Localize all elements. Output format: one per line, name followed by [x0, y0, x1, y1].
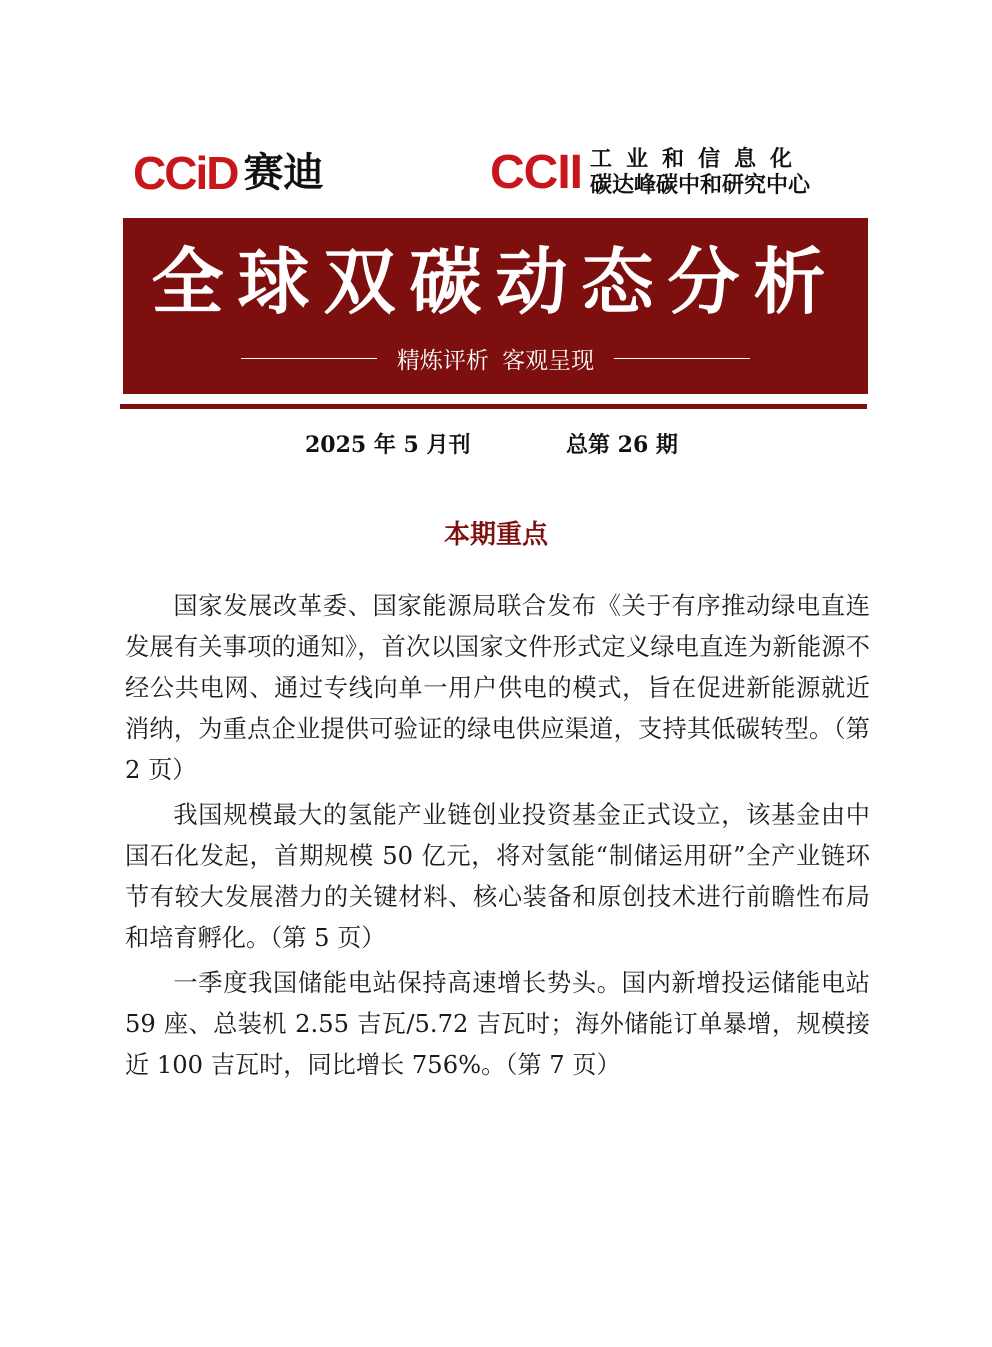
ccii-logo-line2: 碳达峰碳中和研究中心 [590, 173, 811, 198]
masthead-title: 全球双碳动态分析 [151, 239, 840, 324]
ccid-logo-chinese: 赛迪 [243, 150, 324, 196]
logo-row [0, 140, 992, 206]
issue-number: 总第 26 期 [566, 432, 678, 458]
section-heading: 本期重点 [443, 520, 548, 550]
ccid-logo-latin: CCiD [133, 147, 238, 199]
masthead-tagline [123, 342, 868, 375]
ccid-logo [133, 140, 323, 206]
masthead-banner [123, 218, 868, 394]
ccii-logo-text [590, 147, 810, 199]
tagline-right-rule [614, 358, 750, 359]
tagline-left-rule [241, 358, 377, 359]
highlights-body [125, 586, 870, 1086]
highlight-paragraph: 一季度我国储能电站保持高速增长势头。国内新增投运储能电站 59 座、总装机 2.55 吉瓦/5.72 吉瓦时；海外储能订单暴增，规模接近 100 吉瓦时，同比增长 756%。（第 7 页） [125, 969, 870, 1079]
ccii-logo-line1: 工业和信息化 [590, 147, 807, 172]
issue-info [0, 424, 992, 460]
highlight-paragraph: 国家发展改革委、国家能源局联合发布《关于有序推动绿电直连发展有关事项的通知》，首次以国家文件形式定义绿电直连为新能源不经公共电网、通过专线向单一用户供电的模式，旨在促进新能源就近消纳，为重点企业提供可验证的绿电供应渠道，支持其低碳转型。（第 2 页） [125, 592, 870, 784]
masthead-underline [120, 404, 867, 409]
highlight-paragraph: 我国规模最大的氢能产业链创业投资基金正式设立，该基金由中国石化发起，首期规模 50 亿元，将对氢能“制储运用研”全产业链环节有较大发展潜力的关键材料、核心装备和原创技术进行前瞻性布局和培育孵化。（第 5 页） [125, 801, 870, 952]
tagline-text: 精炼评析 客观呈现 [396, 348, 595, 374]
issue-date: 2025 年 5 月刊 [305, 432, 471, 458]
ccii-logo [490, 140, 810, 206]
ccii-logo-latin: CCII [490, 146, 582, 199]
